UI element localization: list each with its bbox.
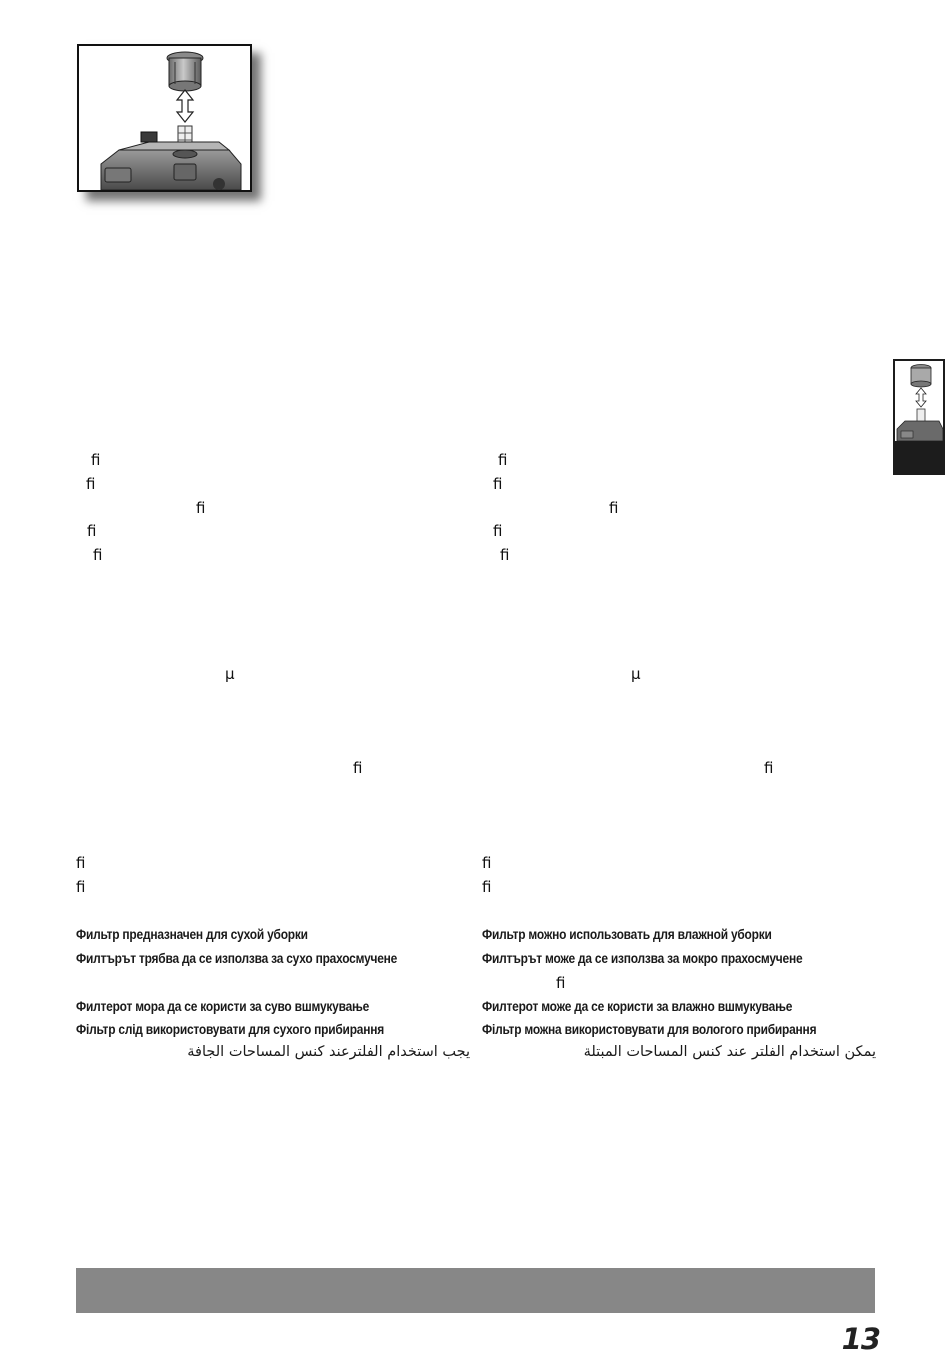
mu-glyph: µ <box>631 665 641 683</box>
filter-illustration <box>77 44 252 192</box>
fi-glyph: ﬁ <box>493 522 503 540</box>
right-line-4: Фільтр можна використовувати для вологого прибирання <box>482 1022 817 1037</box>
left-line-3: Филтерот мора да се користи за суво вшмукување <box>76 999 370 1014</box>
fi-glyph: ﬁ <box>87 522 97 540</box>
left-line-2: Филтърът трябва да се използва за сухо прахосмучене <box>76 951 398 966</box>
fi-glyph: ﬁ <box>482 854 492 872</box>
fi-glyph: ﬁ <box>556 974 566 992</box>
fi-glyph: ﬁ <box>609 499 619 517</box>
fi-glyph: ﬁ <box>493 475 503 493</box>
fi-glyph: ﬁ <box>353 759 363 777</box>
fi-glyph: ﬁ <box>764 759 774 777</box>
left-line-1: Фильтр предназначен для сухой уборки <box>76 927 308 942</box>
vacuum-filter-cartridge-icon <box>79 46 250 190</box>
fi-glyph: ﬁ <box>500 546 510 564</box>
fi-glyph: ﬁ <box>498 451 508 469</box>
fi-glyph: ﬁ <box>196 499 206 517</box>
page-number: 13 <box>841 1322 880 1356</box>
fi-glyph: ﬁ <box>86 475 96 493</box>
fi-glyph: ﬁ <box>76 878 86 896</box>
vacuum-filter-thumbnail-icon <box>895 361 943 441</box>
right-arabic-line: يمكن استخدام الفلتر عند كنس المساحات المبتلة <box>583 1044 876 1060</box>
section-tab-thumbnail <box>895 361 943 441</box>
right-line-1: Фильтр можно использовать для влажной уборки <box>482 927 772 942</box>
footer-bar <box>76 1268 875 1313</box>
fi-glyph: ﬁ <box>482 878 492 896</box>
left-arabic-line: يجب استخدام الفلترعند كنس المساحات الجافة <box>187 1044 470 1060</box>
fi-glyph: ﬁ <box>93 546 103 564</box>
right-line-3: Филтерот може да се користи за влажно вшмукување <box>482 999 793 1014</box>
mu-glyph: µ <box>225 665 235 683</box>
fi-glyph: ﬁ <box>76 854 86 872</box>
fi-glyph: ﬁ <box>91 451 101 469</box>
right-line-2: Филтърът може да се използва за мокро прахосмучене <box>482 951 803 966</box>
left-line-4: Фільтр слід використовувати для сухого прибирання <box>76 1022 384 1037</box>
section-tab <box>893 359 945 475</box>
